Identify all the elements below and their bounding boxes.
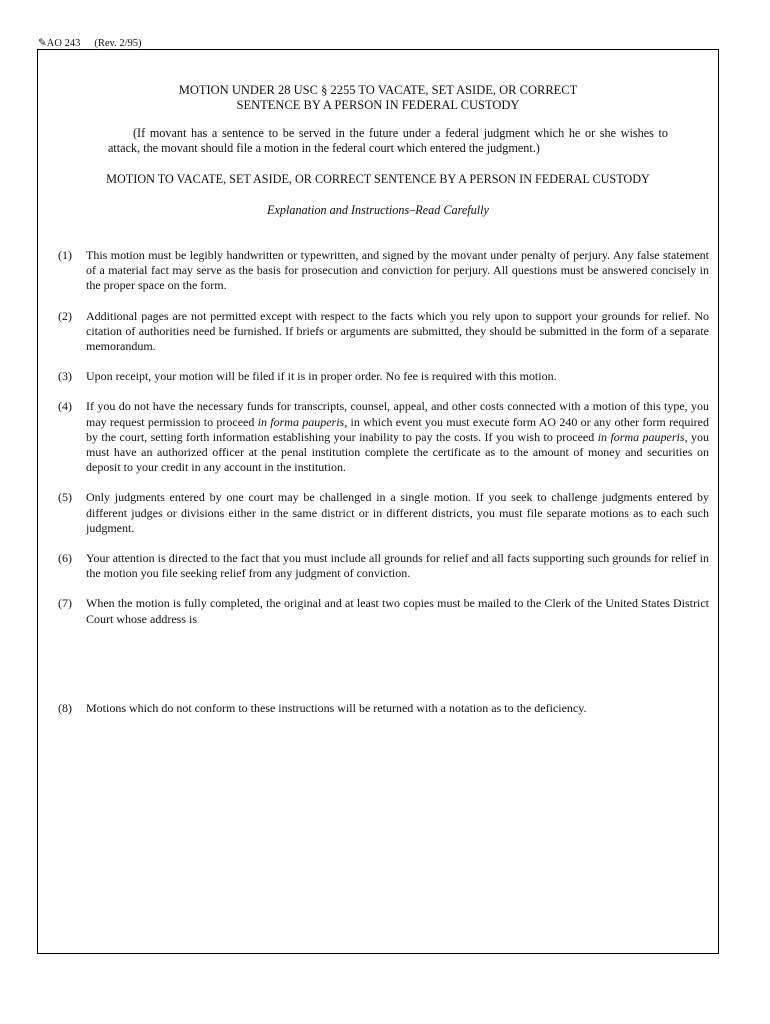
instruction-text-part-1: If you do not have the necessary funds for transcripts, counsel, appeal, and other costs connected with a motion of this type, you may request permission to proceed [86, 399, 709, 429]
instruction-item-3 [58, 369, 709, 384]
form-title [38, 83, 718, 113]
motion-heading: MOTION TO VACATE, SET ASIDE, OR CORRECT SENTENCE BY A PERSON IN FEDERAL CUSTODY [106, 172, 650, 186]
form-header [38, 37, 142, 49]
instruction-item-4 [58, 399, 709, 475]
movant-note: (If movant has a sentence to be served in the future under a federal judgment which he or she wishes to attack, the movant should file a motion in the federal court which entered the judgment.) [108, 126, 668, 155]
form-code: ✎AO 243 [38, 38, 81, 49]
form-title-line-2: SENTENCE BY A PERSON IN FEDERAL CUSTODY [236, 98, 520, 112]
instruction-number: (1) [58, 248, 72, 262]
instruction-text-part-3: , you must have an authorized officer at the penal institution complete the certificate as to the amount of money and securities on deposit to your credit in any account in the institution. [86, 429, 709, 475]
instruction-item-6 [58, 551, 709, 581]
instruction-number: (8) [58, 700, 72, 715]
instruction-text: Your attention is directed to the fact that you must include all grounds for relief and all facts supporting such grounds for relief in the motion you file seeking relief from any judgment of conviction. [86, 551, 709, 581]
instruction-text: This motion must be legibly handwritten or typewritten, and signed by the movant under penalty of perjury. Any false statement of a material fact may serve as the basis for prosecution and conviction for perjury. All questions must be answered concisely in the proper space on the form. [86, 248, 709, 293]
form-title-line-1: MOTION UNDER 28 USC § 2255 TO VACATE, SET ASIDE, OR CORRECT [178, 83, 578, 97]
instruction-item-7 [58, 596, 709, 626]
instruction-item-2 [58, 309, 709, 355]
instruction-text: Motions which do not conform to these instructions will be returned with a notation as to the deficiency. [86, 700, 587, 715]
form-page-frame [37, 49, 719, 954]
instruction-text: Additional pages are not permitted except with respect to the facts which you rely upon to support your grounds for relief. No citation of authorities need be furnished. If briefs or arguments are submitted, they should be submitted in the form of a separate memorandum. [86, 308, 709, 354]
instruction-text: Only judgments entered by one court may be challenged in a single motion. If you seek to challenge judgments entered by different judges or divisions either in the same district or in different districts, you must file separate motions as to each such judgment. [86, 490, 709, 535]
instruction-number: (2) [58, 308, 72, 323]
instruction-text: When the motion is fully completed, the original and at least two copies must be mailed to the Clerk of the United States District Court whose address is [86, 596, 709, 626]
instruction-number: (5) [58, 490, 72, 505]
instruction-number: (7) [58, 596, 72, 611]
instruction-item-5 [58, 490, 709, 536]
instruction-item-1 [58, 248, 709, 294]
form-revision: (Rev. 2/95) [94, 38, 142, 49]
instruction-number: (4) [58, 399, 72, 414]
instructions-heading: Explanation and Instructions–Read Carefully [267, 203, 489, 217]
instruction-text: Upon receipt, your motion will be filed if it is in proper order. No fee is required with this motion. [86, 369, 557, 384]
instruction-item-8 [58, 701, 709, 716]
instruction-italic-term-1: in forma pauperis, [257, 414, 348, 429]
instruction-text [86, 399, 709, 474]
instruction-text-part-2: in which event you must execute form AO 240 or any other form required by the court, setting forth information establishing your inability to pay the costs. If you wish to proceed [86, 414, 709, 444]
instruction-italic-term-2: in forma pauperis [597, 429, 685, 444]
instruction-number: (6) [58, 551, 72, 566]
instruction-number: (3) [58, 369, 72, 384]
instructions-list [58, 248, 709, 731]
